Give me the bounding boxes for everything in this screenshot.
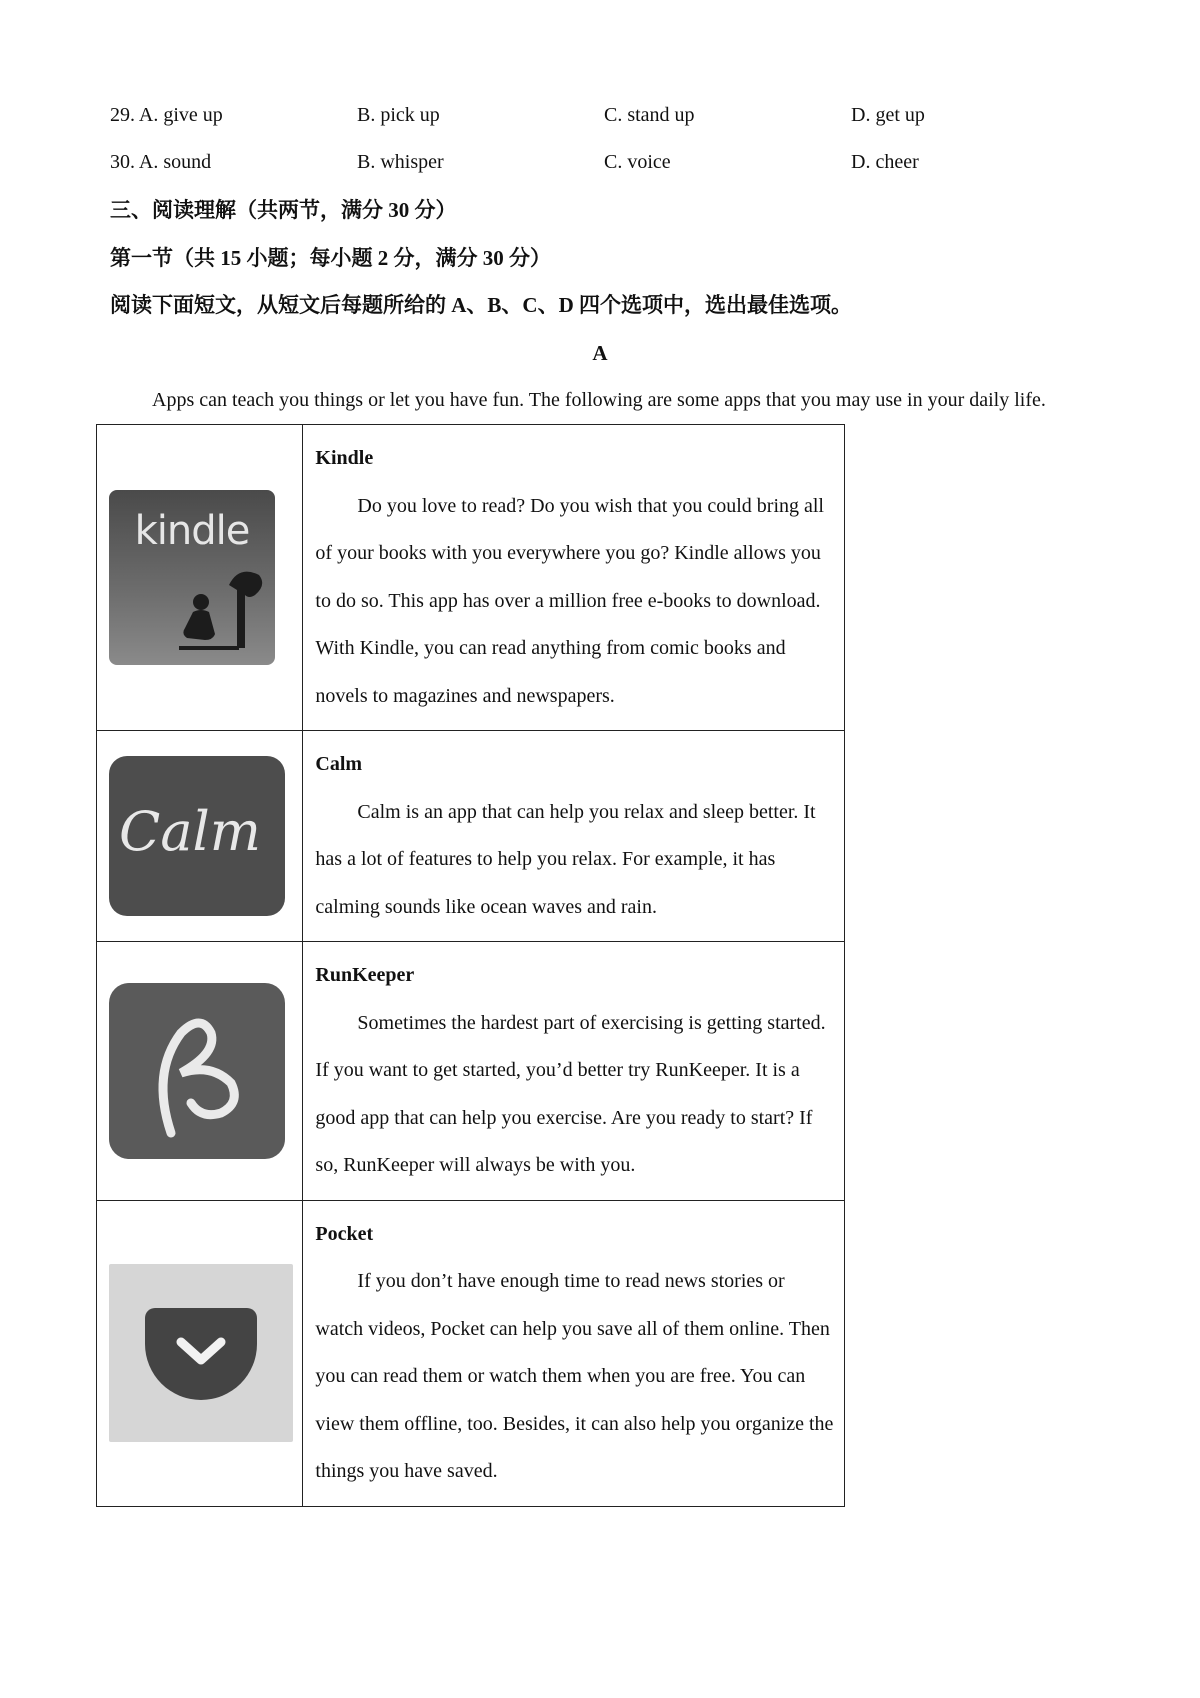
part-1-title: 第一节（共 15 小题；每小题 2 分，满分 30 分） [110, 246, 551, 270]
apps-table [96, 424, 845, 1507]
option-a: 30. A. sound [110, 151, 212, 173]
icon-cell [97, 942, 303, 1201]
runkeeper-logo-icon [109, 983, 285, 1159]
table-row [97, 731, 845, 942]
pocket-shape [145, 1308, 257, 1400]
app-name: Pocket [315, 1222, 374, 1245]
table-row [97, 1200, 845, 1506]
runkeeper-app-icon [109, 983, 285, 1159]
app-text-cell [303, 731, 845, 942]
reader-under-tree-icon [109, 490, 275, 665]
app-text-cell [303, 1200, 845, 1506]
app-description: Sometimes the hardest part of exercising is getting started. If you want to get started, you’d better try RunKeeper. It is a good app that can help you exercise. Are you ready to start? If so, RunKeeper will always be with you. [315, 1011, 826, 1176]
section-3-title: 三、阅读理解（共两节，满分 30 分） [110, 198, 457, 222]
option-d: D. get up [851, 104, 925, 126]
icon-cell [97, 731, 303, 942]
question-29-options [110, 104, 1110, 130]
option-d: D. cheer [851, 151, 919, 173]
calm-logo-text: Calm [119, 800, 261, 863]
icon-cell [97, 425, 303, 731]
icon-cell [97, 1200, 303, 1506]
chevron-down-icon [175, 1334, 227, 1368]
option-b: B. whisper [357, 151, 444, 173]
passage-label: A [592, 341, 608, 365]
app-name: Calm [315, 753, 363, 775]
question-30-options [110, 151, 1110, 177]
table-row [97, 942, 845, 1201]
option-b: B. pick up [357, 104, 440, 126]
option-c: C. voice [604, 151, 671, 173]
app-description: Do you love to read? Do you wish that you could bring all of your books with you everywhere you go? Kindle allows you to do so. This app has over a million free e-books to download. With Kindle, you can read anything from comic books and novels to magazines and newspapers. [315, 494, 824, 707]
passage-intro: Apps can teach you things or let you have fun. The following are some apps that you may use in your daily life. [152, 389, 1046, 411]
app-description: If you don’t have enough time to read news stories or watch videos, Pocket can help you save all of them online. Then you can read them or watch them when you are free. You can view them offline, too. Besides, it can also help you organize the things you have saved. [315, 1270, 834, 1482]
app-name: Kindle [315, 447, 374, 469]
kindle-logo-text: kindle [134, 508, 250, 554]
calm-app-icon [109, 756, 285, 916]
app-text-cell [303, 942, 845, 1201]
app-description: Calm is an app that can help you relax and sleep better. It has a lot of features to help you relax. For example, it has calming sounds like ocean waves and rain. [315, 800, 816, 918]
app-text-cell [303, 425, 845, 731]
option-a: 29. A. give up [110, 104, 223, 126]
app-name: RunKeeper [315, 964, 415, 986]
kindle-app-icon [109, 490, 275, 665]
instruction: 阅读下面短文，从短文后每题所给的 A、B、C、D 四个选项中，选出最佳选项。 [110, 293, 853, 317]
option-c: C. stand up [604, 104, 695, 126]
pocket-app-icon [109, 1264, 293, 1442]
table-row [97, 425, 845, 731]
